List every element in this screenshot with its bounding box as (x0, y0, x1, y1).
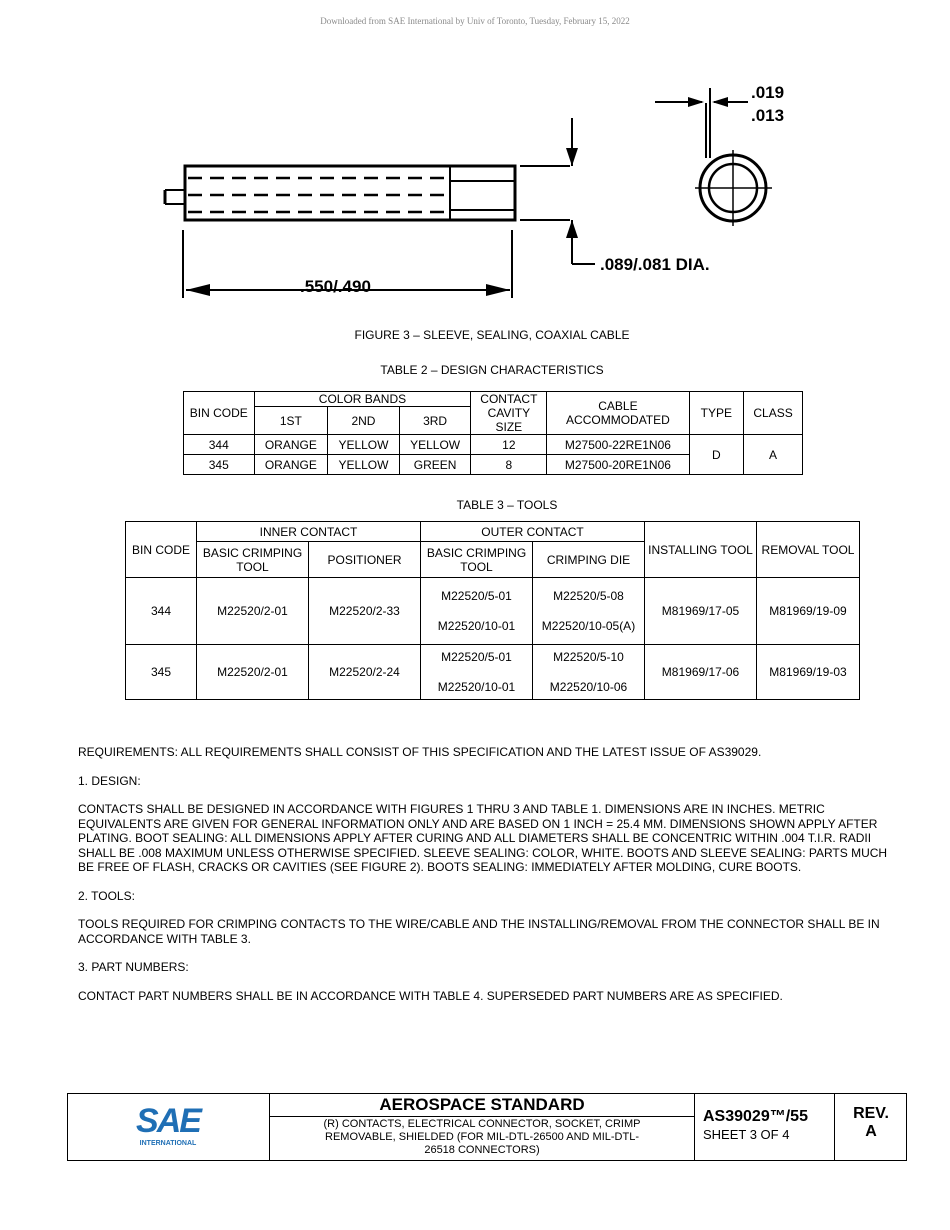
sleeve-drawing (150, 78, 810, 308)
arrowhead (566, 148, 578, 166)
revision-value: A (865, 1123, 877, 1140)
tools-text: TOOLS REQUIRED FOR CRIMPING CONTACTS TO THE WIRE/CABLE AND THE INSTALLING/REMOVAL FROM THE CONNECTOR SHALL BE IN ACCORDANCE WITH TABLE 3. (78, 917, 880, 946)
header-removal-tool: REMOVAL TOOL (757, 522, 860, 578)
header-3rd: 3RD (399, 407, 471, 435)
header-cable-accommodated: CABLE ACCOMMODATED (547, 392, 689, 435)
class-value: A (744, 435, 803, 475)
header-inner-crimping-tool: BASIC CRIMPING TOOL (197, 542, 309, 578)
requirements-section (78, 745, 890, 1017)
table3-caption: TABLE 3 – TOOLS (456, 498, 558, 512)
title-block (67, 1093, 907, 1161)
header-crimping-die: CRIMPING DIE (533, 542, 645, 578)
design-characteristics-table (183, 391, 803, 475)
tools-table (125, 521, 860, 700)
sheet-number: SHEET 3 OF 4 (703, 1127, 790, 1142)
document-type-title: AEROSPACE STANDARD (270, 1094, 694, 1117)
table-row: 345 ORANGE YELLOW GREEN 8 M27500-20RE1N06 (184, 455, 803, 475)
download-watermark: Downloaded from SAE International by Univ of Toronto, Tuesday, February 15, 2022 (320, 16, 630, 26)
header-bin-code: BIN CODE (184, 392, 255, 435)
design-heading: 1. DESIGN: (78, 773, 141, 788)
header-outer-crimping-tool: BASIC CRIMPING TOOL (421, 542, 533, 578)
arrowhead (566, 220, 578, 238)
tools-heading: 2. TOOLS: (78, 888, 135, 903)
design-text: CONTACTS SHALL BE DESIGNED IN ACCORDANCE WITH FIGURES 1 THRU 3 AND TABLE 1. DIMENSIONS ARE IN INCHES. METRIC EQUIVALENTS ARE GIVEN FOR GENERAL INFORMATION ONLY AND ARE BASED ON 1 INCH = 25.4 MM. DIMENSIONS SHOWN APPLY AFTER PLATING. BOOT SEALING: ALL DIMENSIONS APPLY AFTER CURING AND ALL DIAMETERS SHALL BE CONCENTRIC WITHIN .004 T.I.R. RADII SHALL BE .008 MAXIMUM UNLESS OTHERWISE SPECIFIED. SLEEVE SEALING: COLOR, WHITE. BOOTS AND SLEEVE SEALING: PARTS MUCH BE FREE OF FLASH, CRACKS OR CAVITIES (SEE FIGURE 2). BOOTS SEALING: IMMEDIATELY AFTER MOLDING, CURE BOOTS. (78, 802, 888, 874)
header-installing-tool: INSTALLING TOOL (645, 522, 757, 578)
revision-label: REV. (853, 1105, 889, 1122)
part-numbers-text: CONTACT PART NUMBERS SHALL BE IN ACCORDANCE WITH TABLE 4. SUPERSEDED PART NUMBERS ARE AS SPECIFIED. (78, 988, 783, 1003)
table-row: 344 ORANGE YELLOW YELLOW 12 M27500-22RE1N06 D A (184, 435, 803, 455)
dim-diameter: .089/.081 DIA. (600, 255, 710, 274)
arrowhead (486, 284, 510, 296)
header-outer-contact: OUTER CONTACT (421, 522, 645, 542)
arrowhead (186, 284, 210, 296)
document-subtitle: (R) CONTACTS, ELECTRICAL CONNECTOR, SOCKET, CRIMP REMOVABLE, SHIELDED (FOR MIL-DTL-26500 AND MIL-DTL-26518 CONNECTORS) (323, 1118, 641, 1156)
document-number-cell (695, 1094, 835, 1160)
title-cell (270, 1094, 695, 1160)
header-color-bands: COLOR BANDS (254, 392, 471, 407)
requirements-text: REQUIREMENTS: ALL REQUIREMENTS SHALL CONSIST OF THIS SPECIFICATION AND THE LATEST ISSUE OF AS39029. (78, 745, 762, 759)
dim-top-2: .013 (751, 106, 785, 125)
sae-logo-text: SAE (136, 1102, 200, 1140)
dim-top-1: .019 (751, 83, 785, 102)
revision-cell (836, 1094, 906, 1160)
figure-caption: FIGURE 3 – SLEEVE, SEALING, COAXIAL CABLE (354, 328, 630, 342)
arrowhead (712, 97, 728, 107)
dim-length: .550/.490 (300, 277, 371, 296)
type-value: D (689, 435, 744, 475)
header-bin-code: BIN CODE (126, 522, 197, 578)
part-numbers-heading: 3. PART NUMBERS: (78, 960, 189, 974)
document-number: AS39029™/55 (703, 1108, 808, 1125)
sae-logo-sub: INTERNATIONAL (139, 1140, 197, 1147)
table2-caption: TABLE 2 – DESIGN CHARACTERISTICS (380, 363, 604, 377)
arrowhead (688, 97, 704, 107)
header-positioner: POSITIONER (309, 542, 421, 578)
header-1st: 1ST (254, 407, 328, 435)
header-2nd: 2ND (328, 407, 400, 435)
header-type: TYPE (689, 392, 744, 435)
table-row: 344 M22520/2-01 M22520/2-33 M22520/5-01 M22520/10-01 M22520/5-08 M22520/10-05(A) M81969/17-05 M81969/19-09 (126, 578, 860, 645)
header-class: CLASS (744, 392, 803, 435)
header-contact-cavity-size: CONTACT CAVITY SIZE (471, 392, 547, 435)
sae-logo (68, 1094, 270, 1160)
table-row: 345 M22520/2-01 M22520/2-24 M22520/5-01 M22520/10-01 M22520/5-10 M22520/10-06 M81969/17-06 M81969/19-03 (126, 645, 860, 700)
header-inner-contact: INNER CONTACT (197, 522, 421, 542)
